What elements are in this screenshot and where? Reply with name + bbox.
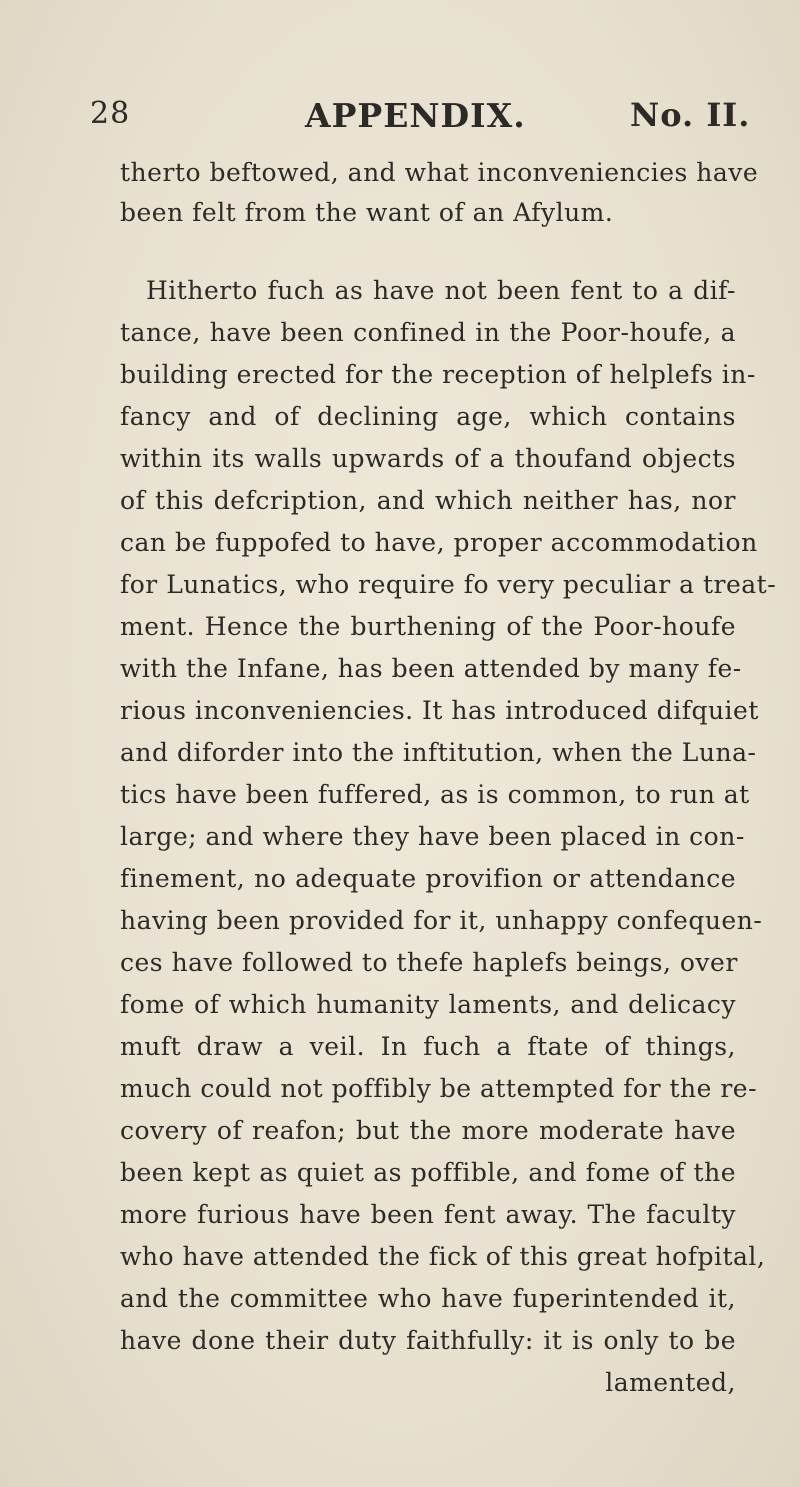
text-line: having been provided for it, unhappy confequen- xyxy=(120,906,763,935)
paragraph-first-line: Hitherto fuch as have not been fent to a dif- xyxy=(146,276,736,305)
text-line: been felt from the want of an Afylum. xyxy=(120,198,614,227)
text-line: can be fuppofed to have, proper accommodation xyxy=(120,528,758,557)
text-line: been kept as quiet as poffible, and fome of the xyxy=(120,1158,736,1187)
running-head: APPENDIX. xyxy=(305,96,526,135)
text-line: fancy and of declining age, which contains xyxy=(120,402,736,431)
text-line: and diforder into the inftitution, when the Luna- xyxy=(120,738,757,767)
text-line: building erected for the reception of helplefs in- xyxy=(120,360,756,389)
text-line: tics have been fuffered, as is common, to run at xyxy=(120,780,750,809)
text-line: ces have followed to thefe haplefs beings, over xyxy=(120,948,738,977)
page-number: 28 xyxy=(90,96,131,131)
text-line: therto beftowed, and what inconveniencies have xyxy=(120,158,759,187)
text-line: fome of which humanity laments, and delicacy xyxy=(120,990,736,1019)
text-line: who have attended the fick of this great hofpital, xyxy=(120,1242,766,1271)
text-line: much could not poffibly be attempted for the re- xyxy=(120,1074,758,1103)
text-line: tance, have been confined in the Poor-houfe, a xyxy=(120,318,736,347)
text-line: rious inconveniencies. It has introduced difquiet xyxy=(120,696,759,725)
text-line: for Lunatics, who require fo very peculiar a treat- xyxy=(120,570,777,599)
text-line: muft draw a veil. In fuch a ftate of things, xyxy=(120,1032,736,1061)
text-line: have done their duty faithfully: it is only to be xyxy=(120,1326,736,1355)
catchword: lamented, xyxy=(605,1368,736,1397)
text-line: finement, no adequate provifion or attendance xyxy=(120,864,736,893)
text-line: and the committee who have fuperintended it, xyxy=(120,1284,736,1313)
text-line: large; and where they have been placed in con- xyxy=(120,822,745,851)
text-line: within its walls upwards of a thoufand objects xyxy=(120,444,736,473)
text-line: covery of reafon; but the more moderate have xyxy=(120,1116,736,1145)
text-line: more furious have been fent away. The faculty xyxy=(120,1200,736,1229)
page-header xyxy=(90,96,790,146)
issue-number: No. II. xyxy=(630,96,751,134)
text-line: with the Infane, has been attended by many fe- xyxy=(120,654,742,683)
text-line: ment. Hence the burthening of the Poor-houfe xyxy=(120,612,736,641)
text-line: of this defcription, and which neither has, nor xyxy=(120,486,736,515)
